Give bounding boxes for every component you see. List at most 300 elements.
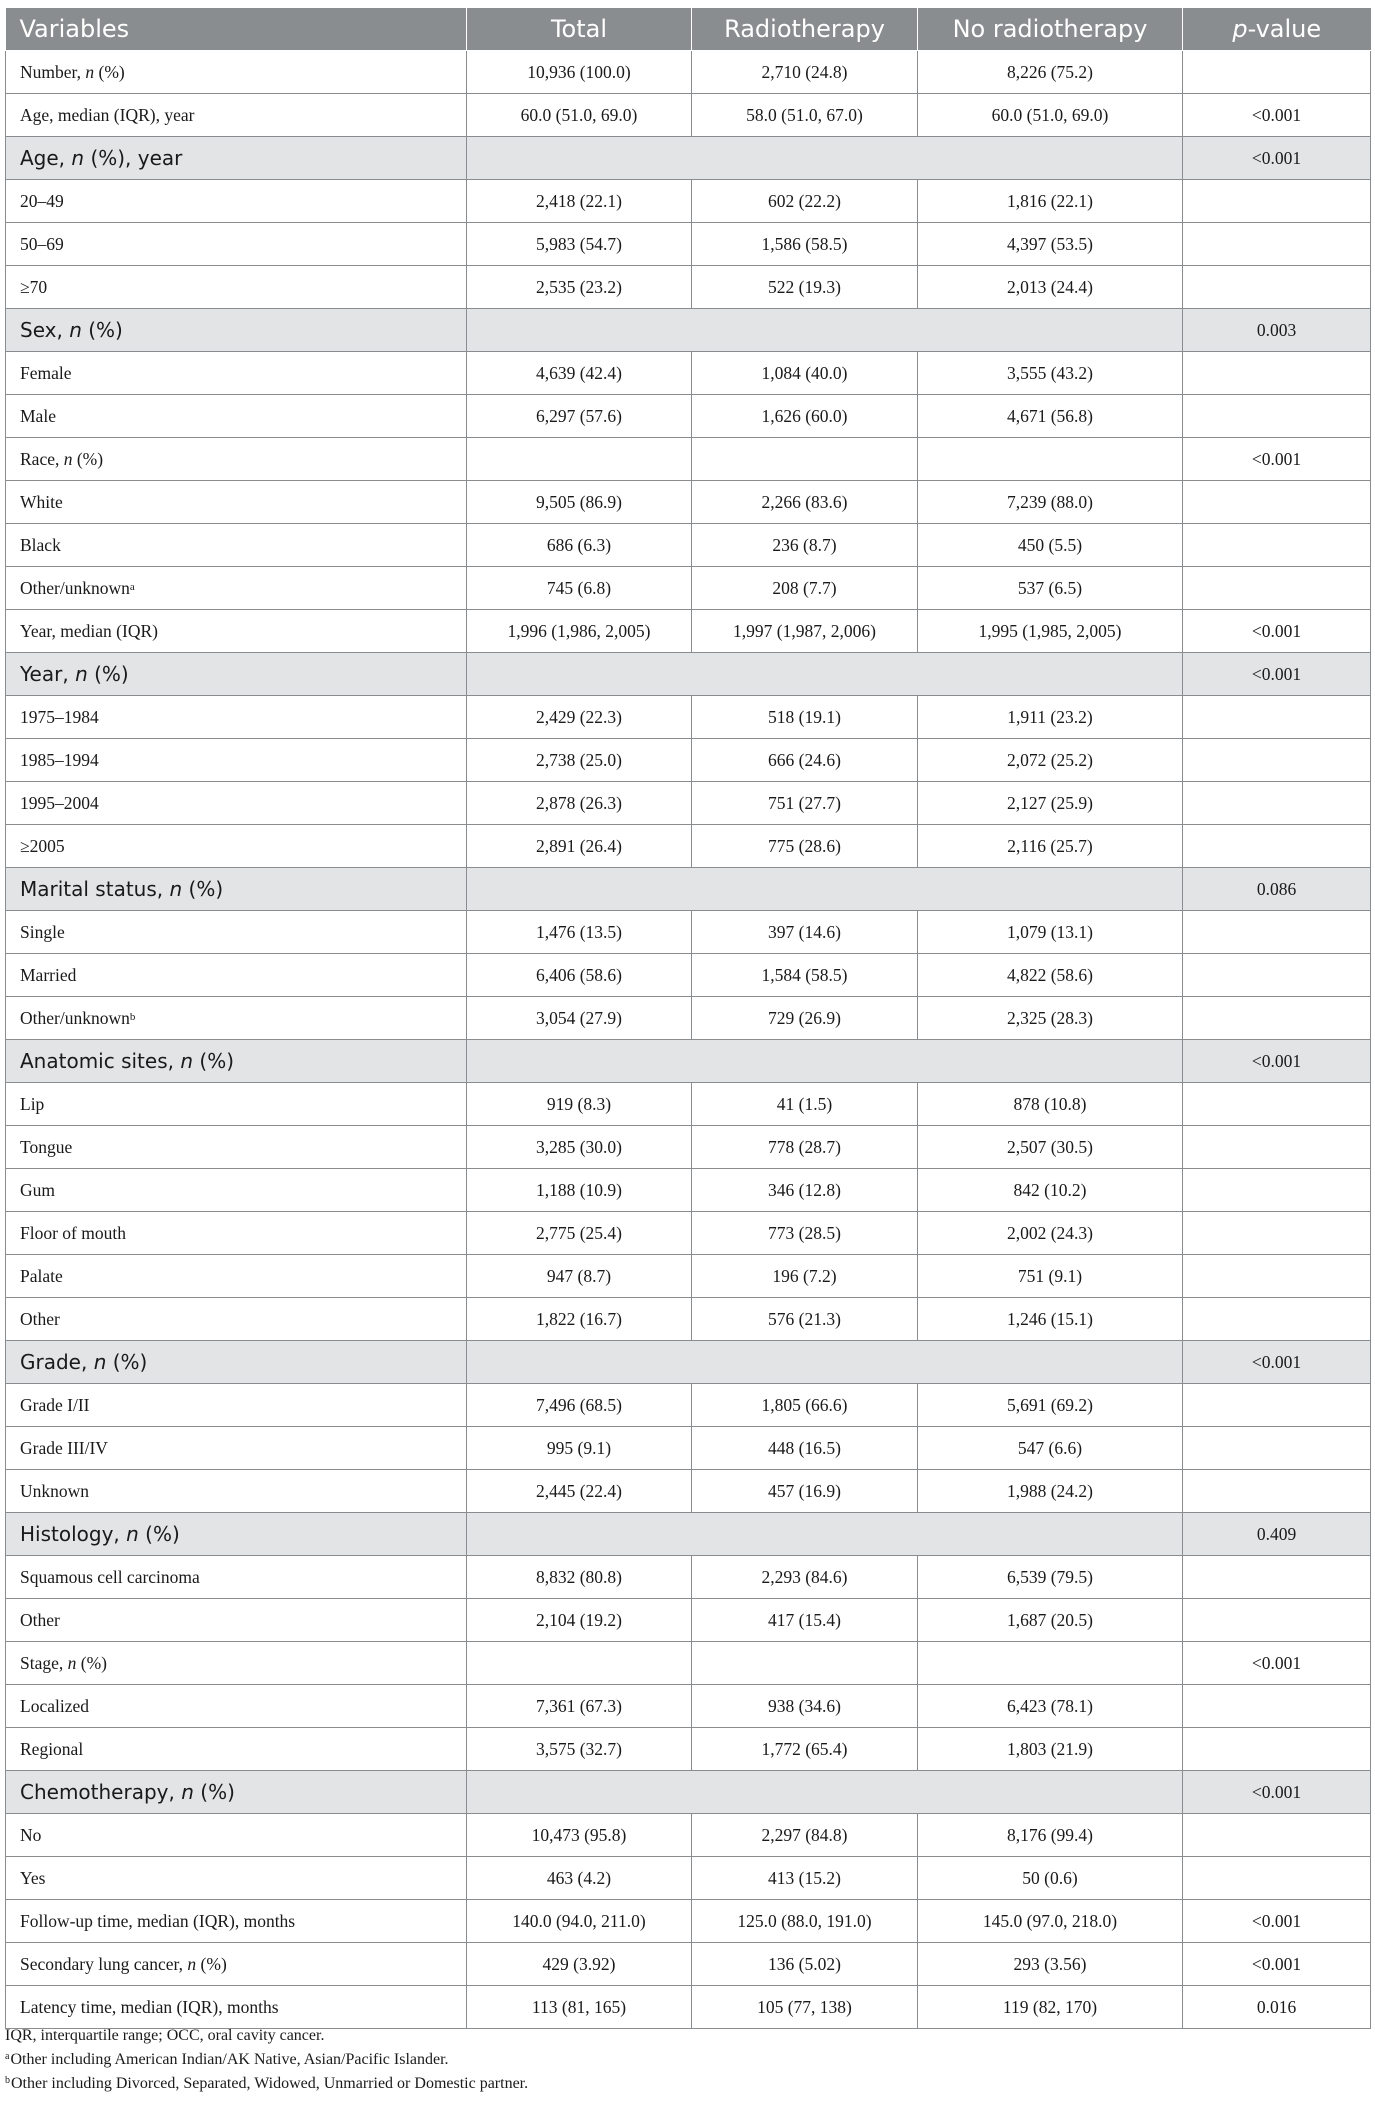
table-row — [6, 1083, 1371, 1126]
row-label-suffix: (%) — [87, 662, 129, 686]
row-label-cell — [6, 1255, 467, 1298]
p-value-cell: 0.409 — [1183, 1513, 1371, 1556]
no-radiotherapy-cell: 145.0 (97.0, 218.0) — [918, 1900, 1183, 1943]
row-label: Age, median (IQR), year — [20, 104, 195, 125]
row-label-suffix: (%) — [76, 1652, 107, 1673]
no-radiotherapy-cell: 60.0 (51.0, 69.0) — [918, 94, 1183, 137]
table-row — [6, 223, 1371, 266]
no-radiotherapy-cell — [918, 1642, 1183, 1685]
radiotherapy-cell: 2,710 (24.8) — [692, 51, 918, 94]
table-row — [6, 1298, 1371, 1341]
footnote-b — [5, 2072, 1370, 2096]
row-label: Gum — [20, 1179, 55, 1200]
radiotherapy-cell: 448 (16.5) — [692, 1427, 918, 1470]
radiotherapy-cell: 938 (34.6) — [692, 1685, 918, 1728]
p-value-cell — [1183, 51, 1371, 94]
row-label: Grade I/II — [20, 1394, 90, 1415]
row-label: Chemotherapy, — [20, 1780, 182, 1804]
row-label: Unknown — [20, 1480, 90, 1501]
no-radiotherapy-cell: 2,072 (25.2) — [918, 739, 1183, 782]
row-label-cell — [6, 1728, 467, 1771]
table-row — [6, 438, 1371, 481]
total-cell: 10,936 (100.0) — [467, 51, 692, 94]
p-value-cell — [1183, 696, 1371, 739]
total-cell: 140.0 (94.0, 211.0) — [467, 1900, 692, 1943]
total-cell: 2,418 (22.1) — [467, 180, 692, 223]
row-label: Other — [20, 1308, 60, 1329]
total-cell: 113 (81, 165) — [467, 1986, 692, 2029]
radiotherapy-cell: 1,584 (58.5) — [692, 954, 918, 997]
row-label-cell — [6, 696, 467, 739]
table-row — [6, 997, 1371, 1040]
no-radiotherapy-cell: 119 (82, 170) — [918, 1986, 1183, 2029]
row-label-italic: n — [69, 318, 82, 342]
radiotherapy-cell: 136 (5.02) — [692, 1943, 918, 1986]
p-value-cell: <0.001 — [1183, 653, 1371, 696]
row-label-cell — [6, 825, 467, 868]
row-label: Sex, — [20, 318, 70, 342]
total-cell: 919 (8.3) — [467, 1083, 692, 1126]
row-label: 20–49 — [20, 190, 64, 211]
total-cell: 429 (3.92) — [467, 1943, 692, 1986]
row-label-cell — [6, 1083, 467, 1126]
row-label: Other — [20, 1609, 60, 1630]
no-radiotherapy-cell: 4,397 (53.5) — [918, 223, 1183, 266]
p-value-cell — [1183, 739, 1371, 782]
row-label-cell — [6, 481, 467, 524]
total-cell: 1,996 (1,986, 2,005) — [467, 610, 692, 653]
p-value-cell — [1183, 352, 1371, 395]
no-radiotherapy-cell: 3,555 (43.2) — [918, 352, 1183, 395]
p-value-cell — [1183, 1083, 1371, 1126]
p-value-cell — [1183, 1857, 1371, 1900]
p-value-cell — [1183, 1814, 1371, 1857]
no-radiotherapy-cell: 878 (10.8) — [918, 1083, 1183, 1126]
row-label-suffix: (%) — [106, 1350, 148, 1374]
p-value-cell — [1183, 567, 1371, 610]
row-label-italic: n — [85, 61, 95, 82]
p-value-cell: <0.001 — [1183, 610, 1371, 653]
radiotherapy-cell: 602 (22.2) — [692, 180, 918, 223]
row-label-cell — [6, 739, 467, 782]
row-label: ≥70 — [20, 276, 48, 297]
table-section-row — [6, 1040, 1371, 1083]
row-label-cell — [6, 395, 467, 438]
row-label: Race, — [20, 448, 64, 469]
p-value-cell: <0.001 — [1183, 1900, 1371, 1943]
row-label: Anatomic sites, — [20, 1049, 181, 1073]
footnote-a-text: Other including American Indian/AK Native, Asian/Pacific Islander. — [10, 2051, 449, 2068]
header-p-suffix: -value — [1247, 15, 1322, 43]
table-row — [6, 1212, 1371, 1255]
p-value-cell — [1183, 954, 1371, 997]
no-radiotherapy-cell: 293 (3.56) — [918, 1943, 1183, 1986]
radiotherapy-cell: 1,626 (60.0) — [692, 395, 918, 438]
table-row — [6, 266, 1371, 309]
no-radiotherapy-cell: 1,988 (24.2) — [918, 1470, 1183, 1513]
row-label: ≥2005 — [20, 835, 65, 856]
total-cell: 2,445 (22.4) — [467, 1470, 692, 1513]
row-label-cell — [6, 1685, 467, 1728]
row-label-cell — [6, 1900, 467, 1943]
row-label-cell — [6, 223, 467, 266]
p-value-cell: <0.001 — [1183, 1040, 1371, 1083]
radiotherapy-cell: 105 (77, 138) — [692, 1986, 918, 2029]
row-label-cell — [6, 1599, 467, 1642]
row-label-suffix: (%) — [193, 1049, 234, 1073]
p-value-cell — [1183, 1255, 1371, 1298]
radiotherapy-cell: 457 (16.9) — [692, 1470, 918, 1513]
row-label: Stage, — [20, 1652, 68, 1673]
no-radiotherapy-cell: 2,002 (24.3) — [918, 1212, 1183, 1255]
table-section-row — [6, 1513, 1371, 1556]
row-label: Grade III/IV — [20, 1437, 108, 1458]
p-value-cell — [1183, 1169, 1371, 1212]
row-label-cell — [6, 1943, 467, 1986]
row-label-suffix: (%) — [138, 1522, 180, 1546]
table-row — [6, 1255, 1371, 1298]
header-total: Total — [467, 8, 692, 51]
table-row — [6, 1986, 1371, 2029]
row-label: Palate — [20, 1265, 63, 1286]
radiotherapy-cell: 518 (19.1) — [692, 696, 918, 739]
row-label: Year, median (IQR) — [20, 620, 158, 641]
row-label: White — [20, 491, 63, 512]
table-section-row — [6, 137, 1371, 180]
table-row — [6, 1642, 1371, 1685]
header-p-italic: p — [1232, 15, 1248, 43]
no-radiotherapy-cell: 2,013 (24.4) — [918, 266, 1183, 309]
radiotherapy-cell: 1,084 (40.0) — [692, 352, 918, 395]
row-label: 1975–1984 — [20, 706, 99, 727]
row-label-cell — [6, 1642, 467, 1685]
radiotherapy-cell: 522 (19.3) — [692, 266, 918, 309]
total-cell: 2,738 (25.0) — [467, 739, 692, 782]
row-label: Year, — [20, 662, 76, 686]
total-cell: 2,891 (26.4) — [467, 825, 692, 868]
table-row — [6, 352, 1371, 395]
row-label: 1985–1994 — [20, 749, 99, 770]
table-row — [6, 825, 1371, 868]
row-label: Lip — [20, 1093, 45, 1114]
table-row — [6, 524, 1371, 567]
table-row — [6, 180, 1371, 223]
total-cell: 463 (4.2) — [467, 1857, 692, 1900]
row-label: Age, — [20, 146, 72, 170]
table-row — [6, 739, 1371, 782]
total-cell: 6,406 (58.6) — [467, 954, 692, 997]
row-label: Marital status, — [20, 877, 170, 901]
total-cell: 995 (9.1) — [467, 1427, 692, 1470]
radiotherapy-cell: 58.0 (51.0, 67.0) — [692, 94, 918, 137]
row-label-italic: n — [67, 1652, 77, 1673]
row-label-cell — [6, 782, 467, 825]
total-cell: 686 (6.3) — [467, 524, 692, 567]
no-radiotherapy-cell: 450 (5.5) — [918, 524, 1183, 567]
total-cell: 2,775 (25.4) — [467, 1212, 692, 1255]
table-footnotes — [5, 2024, 1370, 2096]
radiotherapy-cell: 1,997 (1,987, 2,006) — [692, 610, 918, 653]
p-value-cell — [1183, 1298, 1371, 1341]
table-row — [6, 94, 1371, 137]
table-section-row — [6, 653, 1371, 696]
row-label: Regional — [20, 1738, 84, 1759]
header-variables: Variables — [6, 8, 467, 51]
p-value-cell — [1183, 395, 1371, 438]
radiotherapy-cell — [692, 1642, 918, 1685]
no-radiotherapy-cell: 1,079 (13.1) — [918, 911, 1183, 954]
table-row — [6, 567, 1371, 610]
table-section-row — [6, 309, 1371, 352]
row-label-cell — [6, 1470, 467, 1513]
section-spacer-cell — [467, 309, 1183, 352]
radiotherapy-cell: 2,293 (84.6) — [692, 1556, 918, 1599]
p-value-cell: 0.016 — [1183, 1986, 1371, 2029]
table-row — [6, 1556, 1371, 1599]
table-section-row — [6, 1341, 1371, 1384]
row-label: Other/unknown — [20, 577, 130, 598]
row-label: Follow-up time, median (IQR), months — [20, 1910, 296, 1931]
row-label: Male — [20, 405, 56, 426]
row-label-cell — [6, 997, 467, 1040]
row-label-suffix: (%) — [81, 318, 123, 342]
table-row — [6, 1943, 1371, 1986]
table-section-row — [6, 1771, 1371, 1814]
row-label-cell — [6, 1513, 467, 1556]
table-section-row — [6, 868, 1371, 911]
no-radiotherapy-cell: 2,325 (28.3) — [918, 997, 1183, 1040]
radiotherapy-cell: 773 (28.5) — [692, 1212, 918, 1255]
radiotherapy-cell: 413 (15.2) — [692, 1857, 918, 1900]
table-row — [6, 1728, 1371, 1771]
radiotherapy-cell: 397 (14.6) — [692, 911, 918, 954]
no-radiotherapy-cell: 50 (0.6) — [918, 1857, 1183, 1900]
row-label-suffix: (%) — [196, 1953, 227, 1974]
p-value-cell: 0.003 — [1183, 309, 1371, 352]
total-cell: 745 (6.8) — [467, 567, 692, 610]
table-row — [6, 954, 1371, 997]
table-row — [6, 1685, 1371, 1728]
row-label-italic: n — [181, 1780, 194, 1804]
p-value-cell — [1183, 997, 1371, 1040]
total-cell: 7,496 (68.5) — [467, 1384, 692, 1427]
row-label-italic: n — [63, 448, 73, 469]
table-row — [6, 782, 1371, 825]
table-row — [6, 1857, 1371, 1900]
total-cell: 2,104 (19.2) — [467, 1599, 692, 1642]
row-label-cell — [6, 137, 467, 180]
p-value-cell — [1183, 266, 1371, 309]
row-label-cell — [6, 1341, 467, 1384]
row-label-cell — [6, 352, 467, 395]
radiotherapy-cell: 2,297 (84.8) — [692, 1814, 918, 1857]
total-cell: 4,639 (42.4) — [467, 352, 692, 395]
radiotherapy-cell: 1,772 (65.4) — [692, 1728, 918, 1771]
total-cell: 5,983 (54.7) — [467, 223, 692, 266]
row-label: 1995–2004 — [20, 792, 99, 813]
row-label-suffix: (%) — [94, 61, 125, 82]
row-label-italic: n — [75, 662, 88, 686]
total-cell: 2,429 (22.3) — [467, 696, 692, 739]
no-radiotherapy-cell: 1,803 (21.9) — [918, 1728, 1183, 1771]
row-label: Married — [20, 964, 77, 985]
p-value-cell — [1183, 1384, 1371, 1427]
table-row — [6, 1814, 1371, 1857]
row-label: Single — [20, 921, 65, 942]
table-row — [6, 1599, 1371, 1642]
row-label-cell — [6, 1169, 467, 1212]
baseline-characteristics-table — [5, 8, 1371, 2029]
row-label: Yes — [20, 1867, 46, 1888]
row-label-cell — [6, 266, 467, 309]
row-label-italic: n — [71, 146, 85, 170]
footnote-a — [5, 2048, 1370, 2072]
row-label: Secondary lung cancer, — [20, 1953, 188, 1974]
row-label-cell — [6, 1126, 467, 1169]
row-label-cell — [6, 524, 467, 567]
row-label-cell — [6, 180, 467, 223]
row-label-cell — [6, 868, 467, 911]
total-cell — [467, 438, 692, 481]
radiotherapy-cell: 41 (1.5) — [692, 1083, 918, 1126]
row-label-cell — [6, 438, 467, 481]
no-radiotherapy-cell: 2,127 (25.9) — [918, 782, 1183, 825]
row-label-cell — [6, 51, 467, 94]
table-row — [6, 696, 1371, 739]
row-label: Latency time, median (IQR), months — [20, 1996, 279, 2017]
no-radiotherapy-cell: 1,246 (15.1) — [918, 1298, 1183, 1341]
total-cell: 2,535 (23.2) — [467, 266, 692, 309]
table-row — [6, 51, 1371, 94]
row-label-italic: n — [169, 877, 183, 901]
radiotherapy-cell: 208 (7.7) — [692, 567, 918, 610]
row-label-cell — [6, 911, 467, 954]
no-radiotherapy-cell: 8,226 (75.2) — [918, 51, 1183, 94]
total-cell: 2,878 (26.3) — [467, 782, 692, 825]
header-no-radiotherapy: No radiotherapy — [918, 8, 1183, 51]
total-cell: 10,473 (95.8) — [467, 1814, 692, 1857]
row-label: Grade, — [20, 1350, 94, 1374]
total-cell: 3,285 (30.0) — [467, 1126, 692, 1169]
no-radiotherapy-cell: 1,995 (1,985, 2,005) — [918, 610, 1183, 653]
radiotherapy-cell: 2,266 (83.6) — [692, 481, 918, 524]
row-label: No — [20, 1824, 42, 1845]
radiotherapy-cell: 1,586 (58.5) — [692, 223, 918, 266]
total-cell: 1,822 (16.7) — [467, 1298, 692, 1341]
table-container — [5, 8, 1370, 2029]
p-value-cell — [1183, 1556, 1371, 1599]
total-cell: 947 (8.7) — [467, 1255, 692, 1298]
row-label: Squamous cell carcinoma — [20, 1566, 200, 1587]
radiotherapy-cell: 236 (8.7) — [692, 524, 918, 567]
p-value-cell — [1183, 1212, 1371, 1255]
total-cell: 6,297 (57.6) — [467, 395, 692, 438]
section-spacer-cell — [467, 1040, 1183, 1083]
row-label-cell — [6, 1384, 467, 1427]
table-row — [6, 1900, 1371, 1943]
row-label-suffix: (%) — [193, 1780, 235, 1804]
p-value-cell — [1183, 1427, 1371, 1470]
footnote-b-mark: b — [5, 2075, 10, 2086]
p-value-cell: <0.001 — [1183, 1771, 1371, 1814]
no-radiotherapy-cell: 1,816 (22.1) — [918, 180, 1183, 223]
total-cell: 3,575 (32.7) — [467, 1728, 692, 1771]
p-value-cell: <0.001 — [1183, 1943, 1371, 1986]
radiotherapy-cell: 778 (28.7) — [692, 1126, 918, 1169]
p-value-cell — [1183, 1685, 1371, 1728]
no-radiotherapy-cell: 2,507 (30.5) — [918, 1126, 1183, 1169]
no-radiotherapy-cell: 2,116 (25.7) — [918, 825, 1183, 868]
total-cell: 60.0 (51.0, 69.0) — [467, 94, 692, 137]
row-label: Tongue — [20, 1136, 73, 1157]
row-label-suffix: (%) — [72, 448, 104, 469]
total-cell — [467, 1642, 692, 1685]
radiotherapy-cell: 1,805 (66.6) — [692, 1384, 918, 1427]
row-label-cell — [6, 1814, 467, 1857]
table-row — [6, 911, 1371, 954]
no-radiotherapy-cell: 8,176 (99.4) — [918, 1814, 1183, 1857]
table-row — [6, 395, 1371, 438]
total-cell: 8,832 (80.8) — [467, 1556, 692, 1599]
row-label-cell — [6, 1427, 467, 1470]
row-label-italic: n — [180, 1049, 194, 1073]
p-value-cell — [1183, 825, 1371, 868]
header-radiotherapy: Radiotherapy — [692, 8, 918, 51]
no-radiotherapy-cell — [918, 438, 1183, 481]
p-value-cell — [1183, 782, 1371, 825]
row-label-cell — [6, 1040, 467, 1083]
table-row — [6, 481, 1371, 524]
table-row — [6, 1384, 1371, 1427]
row-label: Histology, — [20, 1522, 127, 1546]
table-row — [6, 1427, 1371, 1470]
row-label-cell — [6, 1212, 467, 1255]
table-row — [6, 1169, 1371, 1212]
section-spacer-cell — [467, 137, 1183, 180]
p-value-cell: <0.001 — [1183, 137, 1371, 180]
no-radiotherapy-cell: 547 (6.6) — [918, 1427, 1183, 1470]
row-label: Floor of mouth — [20, 1222, 126, 1243]
row-label-cell — [6, 1986, 467, 2029]
row-label-cell — [6, 1298, 467, 1341]
footnote-b-text: Other including Divorced, Separated, Widowed, Unmarried or Domestic partner. — [11, 2075, 529, 2092]
row-label-cell — [6, 610, 467, 653]
radiotherapy-cell: 417 (15.4) — [692, 1599, 918, 1642]
row-label-cell — [6, 309, 467, 352]
row-label: Female — [20, 362, 72, 383]
p-value-cell — [1183, 1599, 1371, 1642]
p-value-cell — [1183, 1470, 1371, 1513]
p-value-cell: <0.001 — [1183, 1341, 1371, 1384]
row-label-cell — [6, 954, 467, 997]
row-label: Other/unknown — [20, 1007, 130, 1028]
no-radiotherapy-cell: 4,671 (56.8) — [918, 395, 1183, 438]
footnote-marker: b — [129, 1010, 136, 1023]
row-label-cell — [6, 94, 467, 137]
radiotherapy-cell — [692, 438, 918, 481]
total-cell: 9,505 (86.9) — [467, 481, 692, 524]
p-value-cell — [1183, 1126, 1371, 1169]
footnote-abbreviations: IQR, interquartile range; OCC, oral cavity cancer. — [5, 2027, 325, 2044]
table-row — [6, 1470, 1371, 1513]
section-spacer-cell — [467, 868, 1183, 911]
table-header-row — [6, 8, 1371, 51]
row-label-italic: n — [187, 1953, 197, 1974]
p-value-cell — [1183, 180, 1371, 223]
radiotherapy-cell: 729 (26.9) — [692, 997, 918, 1040]
row-label-suffix: (%), year — [84, 146, 183, 170]
total-cell: 1,476 (13.5) — [467, 911, 692, 954]
